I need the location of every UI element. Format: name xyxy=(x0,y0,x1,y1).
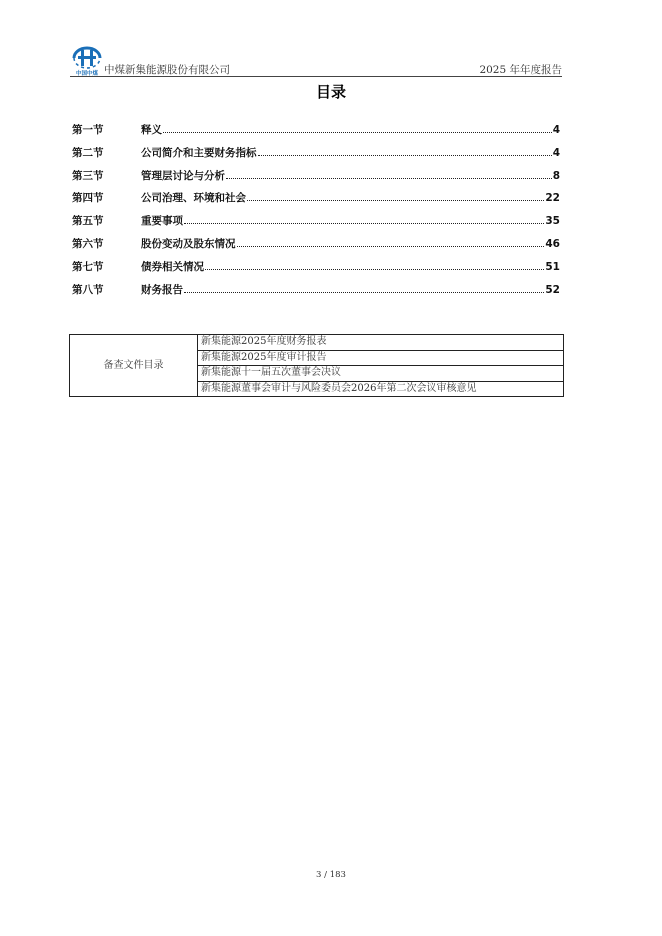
table-of-contents xyxy=(72,122,560,304)
dot-leader xyxy=(184,291,544,293)
dot-leader xyxy=(258,154,552,156)
section-number: 第一节 xyxy=(72,124,104,136)
toc-entry[interactable] xyxy=(72,282,560,305)
dot-leader xyxy=(226,177,552,179)
header-divider xyxy=(70,76,562,77)
section-page-number: 4 xyxy=(552,124,560,136)
toc-entry[interactable] xyxy=(72,236,560,259)
section-title: 债券相关情况 xyxy=(141,260,204,273)
dot-leader xyxy=(247,199,544,201)
company-logo-icon xyxy=(70,46,104,76)
reference-doc-item: 新集能源十一届五次董事会决议 xyxy=(198,366,564,382)
page-header xyxy=(70,46,562,78)
section-page-number: 4 xyxy=(552,146,560,159)
section-title: 股份变动及股东情况 xyxy=(141,237,236,250)
section-title: 公司治理、环境和社会 xyxy=(141,192,246,205)
section-title: 公司简介和主要财务指标 xyxy=(141,146,257,159)
section-title: 释义 xyxy=(141,124,162,136)
toc-entry[interactable] xyxy=(72,122,560,145)
section-number: 第四节 xyxy=(72,192,104,205)
reference-doc-item: 新集能源董事会审计与风险委员会2026年第二次会议审核意见 xyxy=(198,381,564,397)
reference-doc-item: 新集能源2025年度审计报告 xyxy=(198,350,564,366)
section-number: 第七节 xyxy=(72,260,104,273)
section-title: 财务报告 xyxy=(141,283,183,296)
section-page-number: 52 xyxy=(545,283,560,296)
section-page-number: 22 xyxy=(545,192,560,205)
dot-leader xyxy=(184,222,544,224)
toc-entry[interactable] xyxy=(72,145,560,168)
table-row xyxy=(70,335,564,351)
reference-docs-label: 备查文件目录 xyxy=(70,335,198,397)
toc-entry[interactable] xyxy=(72,168,560,191)
toc-entry[interactable] xyxy=(72,213,560,236)
page-indicator: 3 / 183 xyxy=(316,870,346,880)
reference-doc-item: 新集能源2025年度财务报表 xyxy=(198,335,564,351)
logo-text: 中国中煤 xyxy=(75,71,99,76)
section-page-number: 46 xyxy=(545,237,560,250)
section-number: 第二节 xyxy=(72,146,104,159)
section-number: 第三节 xyxy=(72,169,104,182)
toc-entry[interactable] xyxy=(72,259,560,282)
dot-leader xyxy=(237,245,545,247)
section-number: 第五节 xyxy=(72,215,104,228)
toc-entry[interactable] xyxy=(72,190,560,213)
section-page-number: 8 xyxy=(552,169,560,182)
section-number: 第八节 xyxy=(72,283,104,296)
company-name: 中煤新集能源股份有限公司 xyxy=(104,64,230,76)
dot-leader xyxy=(163,131,552,133)
section-page-number: 51 xyxy=(545,260,560,273)
reference-documents-table xyxy=(69,334,564,397)
section-number: 第六节 xyxy=(72,237,104,250)
dot-leader xyxy=(205,268,544,270)
section-title: 重要事项 xyxy=(141,215,183,228)
section-title: 管理层讨论与分析 xyxy=(141,169,225,182)
section-page-number: 35 xyxy=(545,215,560,228)
toc-title: 目录 xyxy=(315,83,346,101)
report-name: 2025 年年度报告 xyxy=(479,64,562,76)
